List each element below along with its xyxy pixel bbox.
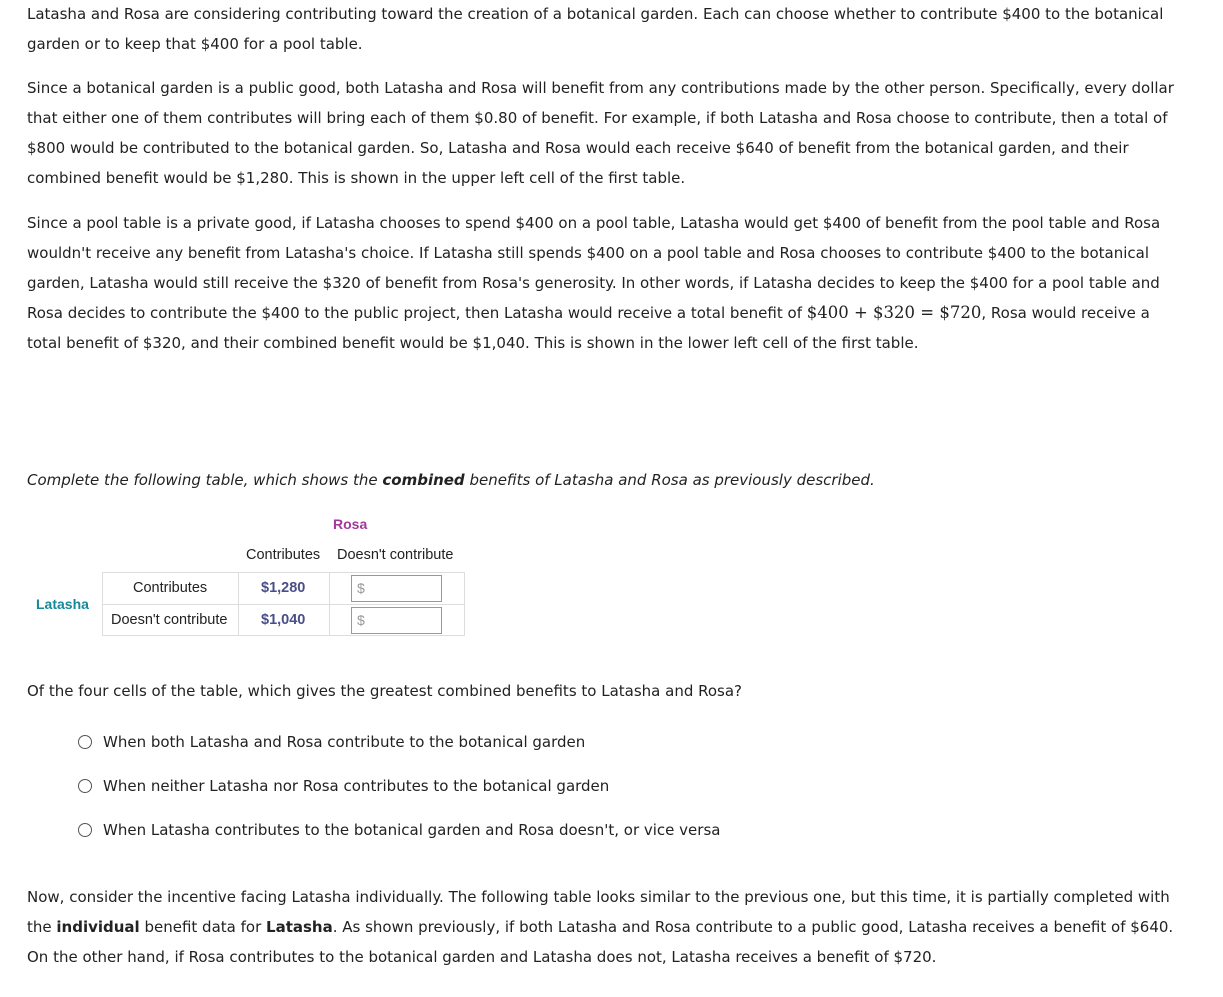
instruction-text-end: benefits of Latasha and Rosa as previously described.: [464, 471, 875, 489]
row-header-contributes: Contributes: [133, 580, 208, 596]
individual-paragraph: [27, 882, 1187, 972]
option-both-contribute[interactable]: [78, 731, 585, 753]
option-label[interactable]: When both Latasha and Rosa contribute to the botanical garden: [103, 733, 586, 751]
latasha-bold: Latasha: [266, 918, 333, 936]
private-good-text-end: , Rosa would receive a total benefit of $320, and their combined benefit would be $1,040. This is shown in the lower left cell of the first table.: [27, 304, 1150, 352]
table-divider: [238, 572, 239, 636]
option-label[interactable]: When Latasha contributes to the botanical garden and Rosa doesn't, or vice versa: [103, 821, 721, 839]
cell-latasha-doesnt-rosa-contributes: $1,040: [261, 612, 306, 628]
row-player-label: Latasha: [36, 596, 89, 612]
instruction-text: Complete the following table, which shows the: [27, 471, 383, 489]
individual-text: benefit data for: [139, 918, 267, 936]
table-divider: [329, 572, 330, 636]
instruction-bold: combined: [382, 471, 465, 489]
table-divider: [102, 604, 465, 605]
col-header-contributes: Contributes: [246, 547, 321, 563]
private-good-text: Since a pool table is a private good, if Latasha chooses to spend $400 on a pool table, Latasha would get $400 of benefit from the pool table and Rosa wouldn't receive any benefit from Latasha's choice. If Latasha still spends $400 on a pool table and Rosa chooses to contribute $400 to the botanical garden, Latasha would still receive the $320 of benefit from Rosa's generosity. In other words, if Latasha decides to keep the $400 for a pool table and Rosa decides to contribute the $400 to the public project, then Latasha would receive a total benefit of: [27, 214, 1161, 322]
private-good-paragraph: [27, 208, 1187, 358]
cell-both-contribute: $1,280: [261, 580, 306, 596]
radio-button[interactable]: [78, 735, 92, 749]
individual-bold: individual: [56, 918, 140, 936]
benefit-equation: $400 + $320 = $720: [806, 303, 982, 322]
radio-button[interactable]: [78, 823, 92, 837]
col-header-doesnt-contribute: Doesn't contribute: [337, 547, 454, 563]
public-good-paragraph: Since a botanical garden is a public good, both Latasha and Rosa will benefit from any contributions made by the other person. Specifically, every dollar that either one of them contributes will bring each of them $0.80 of benefit. For example, if both Latasha and Rosa choose to contribute, then a total of $800 would be contributed to the botanical garden. So, Latasha and Rosa would each receive $640 of benefit from the botanical garden, and their combined benefit would be $1,280. This is shown in the upper left cell of the first table.: [27, 79, 1174, 187]
question-text: Of the four cells of the table, which gives the greatest combined benefits to Latasha and Rosa?: [27, 682, 743, 700]
option-one-contributes[interactable]: [78, 819, 720, 841]
answer-field-1[interactable]: [369, 578, 439, 599]
option-neither-contributes[interactable]: [78, 775, 609, 797]
individual-text: . As shown previously, if both Latasha and Rosa contribute to a public good, Latasha receives a benefit of $640. On the other hand, if Rosa contributes to the botanical garden and Latasha does not, Latasha receives a benefit of $720.: [27, 918, 1174, 966]
individual-text: Now, consider the incentive facing Latasha individually. The following table looks similar to the previous one, but this time, it is partially completed with the: [27, 888, 1170, 936]
table-instruction: [27, 469, 875, 491]
intro-paragraph: Latasha and Rosa are considering contributing toward the creation of a botanical garden. Each can choose whether to contribute $400 to the botanical garden or to keep that $400 for a pool table.: [27, 5, 1164, 53]
column-player-label: Rosa: [333, 516, 368, 532]
dollar-sign: $: [357, 580, 365, 596]
answer-input-contributes-doesnt[interactable]: [351, 575, 442, 602]
answer-field-2[interactable]: [369, 610, 439, 631]
radio-button[interactable]: [78, 779, 92, 793]
row-header-doesnt-contribute: Doesn't contribute: [111, 612, 228, 628]
answer-input-neither[interactable]: [351, 607, 442, 634]
dollar-sign: $: [357, 612, 365, 628]
option-label[interactable]: When neither Latasha nor Rosa contributes to the botanical garden: [103, 777, 610, 795]
